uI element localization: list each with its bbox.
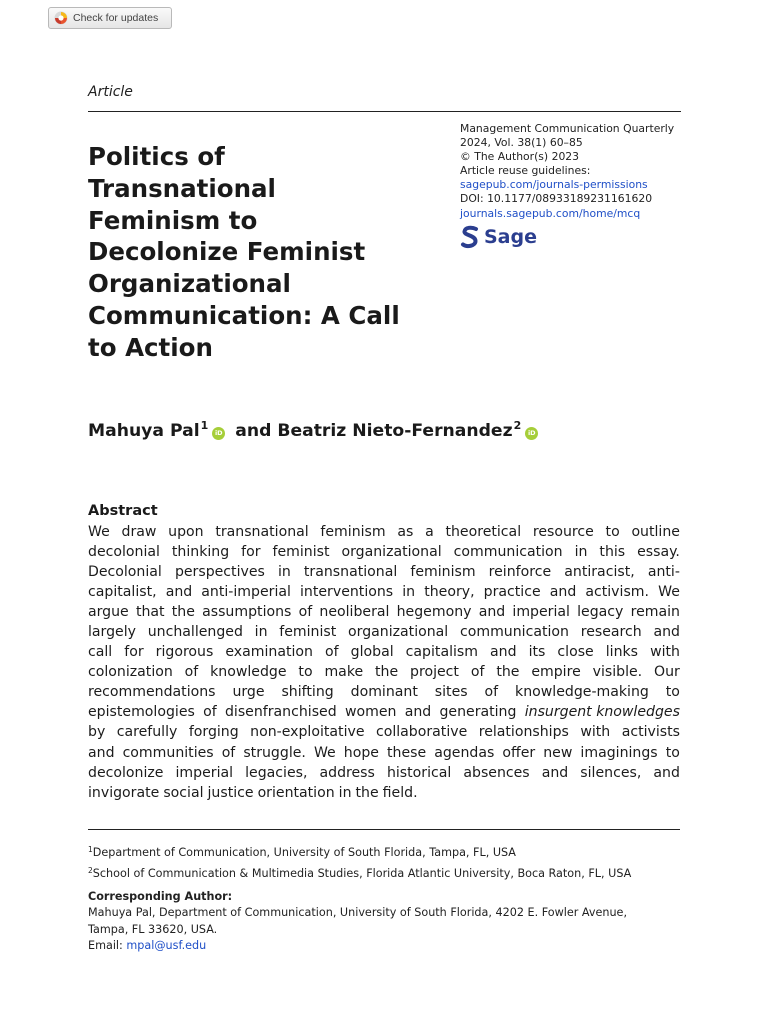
abstract-word: social: [163, 784, 204, 801]
abstract-word: links: [605, 644, 639, 661]
abstract-word: to: [665, 744, 680, 761]
abstract-word: draw: [121, 524, 157, 540]
abstract-word: that: [135, 604, 165, 621]
abstract-word: close: [557, 644, 594, 661]
abstract-word: new: [543, 744, 573, 761]
abstract-word: the: [171, 604, 195, 621]
affiliation-ref: 1: [200, 419, 209, 432]
abstract-word: Our: [654, 664, 680, 681]
abstract-word: of: [470, 664, 485, 681]
abstract-line: [88, 602, 680, 622]
email-label: Email:: [88, 938, 123, 952]
abstract-word: transnational: [303, 564, 398, 581]
abstract-word: capitalist,: [88, 584, 157, 601]
abstract-word: argue: [88, 604, 129, 621]
abstract-word: communities: [122, 744, 214, 761]
abstract-word: agendas: [434, 744, 495, 761]
abstract-word: We: [658, 584, 680, 601]
affiliation-number: 2: [88, 865, 93, 875]
abstract-word: Decolonial: [88, 564, 162, 581]
abstract-word: colonization: [88, 664, 173, 681]
abstract-word: anti-: [647, 564, 680, 581]
title-line: Transnational: [88, 173, 276, 203]
abstract-word: the: [375, 664, 399, 681]
abstract-word: theory,: [424, 584, 475, 601]
author-line: [88, 419, 542, 441]
abstract-word: its: [528, 644, 546, 661]
abstract-word: sites: [434, 684, 468, 701]
abstract-word: make: [324, 664, 364, 681]
abstract-word: to: [298, 664, 313, 681]
abstract-word: orientation: [257, 784, 335, 801]
affiliation-text: Department of Communication, University of South Florida, Tampa, FL, USA: [92, 846, 516, 859]
abstract-line: [88, 682, 680, 702]
sage-logo: [460, 225, 690, 249]
abstract-word: imperial: [175, 764, 234, 781]
abstract-word: examination: [225, 644, 313, 661]
email-link[interactable]: mpal@usf.edu: [126, 938, 207, 952]
abstract-word: offer: [502, 744, 536, 761]
abstract-word: struggle.: [243, 744, 306, 761]
journal-name: Management Communication Quarterly: [460, 122, 675, 135]
abstract-word: in: [574, 544, 588, 561]
abstract-word: visible.: [592, 664, 643, 681]
abstract-word: the: [496, 664, 520, 681]
abstract-word: and: [541, 764, 569, 781]
abstract-word: organizational: [348, 624, 449, 641]
abstract-word: for: [124, 644, 144, 661]
abstract-word: unchallenged: [147, 624, 243, 641]
abstract-word: in: [254, 624, 268, 641]
abstract-word: legacies,: [245, 764, 308, 781]
abstract-word: thinking: [171, 544, 230, 561]
abstract-word: project: [410, 664, 459, 681]
abstract-word: as: [397, 524, 414, 540]
abstract-line: [88, 743, 680, 763]
abstract-word: to: [665, 684, 680, 701]
abstract-word: feminist: [279, 624, 337, 641]
affiliation-ref: 2: [513, 419, 522, 432]
abstract-word: perspectives: [174, 564, 265, 581]
author-name: Mahuya Pal: [88, 421, 200, 441]
abstract-word: recommendations: [88, 684, 216, 701]
abstract-word: women: [344, 704, 397, 721]
abstract-word: transnational: [215, 524, 309, 540]
abstract-word: hegemony: [396, 604, 472, 621]
title-line: Organizational: [88, 269, 291, 299]
corresponding-heading: Corresponding Author:: [88, 890, 233, 903]
abstract-line: [88, 542, 680, 562]
abstract-word: and: [478, 604, 506, 621]
abstract-word: feminism: [410, 564, 476, 581]
abstract-word: with: [650, 644, 680, 661]
abstract-body: [88, 522, 680, 803]
abstract-word: forging: [188, 724, 239, 741]
abstract-word: urge: [232, 684, 265, 701]
abstract-word: rigorous: [155, 644, 214, 661]
abstract-word: We: [88, 524, 110, 540]
abstract-word: epistemologies: [88, 704, 195, 721]
abstract-line: [88, 722, 680, 742]
reuse-label: Article reuse guidelines:: [460, 164, 591, 178]
abstract-word: of: [203, 704, 217, 721]
abstract-word: communication: [453, 544, 563, 561]
abstract-heading: Abstract: [88, 503, 158, 519]
abstract-emphasis: insurgent knowledges: [524, 704, 680, 721]
abstract-word: decolonial: [88, 544, 160, 561]
abstract-word: feminist: [272, 544, 330, 561]
abstract-word: of: [221, 744, 236, 761]
abstract-word: silences,: [580, 764, 642, 781]
corresponding-address: Tampa, FL 33620, USA.: [88, 922, 218, 936]
abstract-word: the: [355, 784, 379, 801]
abstract-line: [88, 642, 680, 662]
abstract-word: with: [580, 724, 611, 741]
author-connector: and: [235, 421, 272, 441]
abstract-line: [88, 783, 680, 803]
author-name: Beatriz Nieto-Fernandez: [277, 421, 513, 441]
abstract-word: in: [277, 564, 291, 581]
title-line: Communication: A Call: [88, 300, 400, 330]
journal-home-link[interactable]: journals.sagepub.com/home/mcq: [460, 206, 641, 220]
abstract-word: decolonize: [88, 764, 164, 781]
abstract-word: activists: [621, 724, 680, 741]
abstract-word: of: [184, 664, 199, 681]
title-line: Decolonize Feminist: [88, 237, 366, 267]
abstract-word: relationships: [478, 724, 569, 741]
abstract-word: justice: [207, 784, 254, 801]
affiliation: [88, 862, 688, 883]
abstract-word: knowledge-making: [515, 684, 649, 701]
abstract-word: imperial: [512, 604, 570, 621]
journal-metadata: [460, 122, 690, 249]
orcid-icon[interactable]: iD: [212, 427, 225, 440]
corresponding-address: Mahuya Pal, Department of Communication, University of South Florida, 4202 E. Fowler Avenue,: [88, 906, 627, 920]
abstract-word: historical: [386, 764, 452, 781]
affiliation: [88, 841, 688, 862]
abstract-line: [88, 662, 680, 682]
check-for-updates-label: Check for updates: [73, 12, 159, 24]
abstract-line: [88, 522, 680, 542]
footnote-rule: [88, 829, 680, 830]
abstract-word: call: [88, 644, 113, 661]
check-for-updates-icon: [54, 11, 68, 25]
abstract-word: outline: [631, 524, 680, 540]
abstract-word: communication: [459, 624, 569, 641]
abstract-word: address: [319, 764, 375, 781]
abstract-word: of: [484, 684, 499, 701]
abstract-line: [88, 763, 680, 783]
abstract-word: of: [298, 604, 313, 621]
abstract-word: and: [490, 644, 517, 661]
abstract-word: anti-imperial: [201, 584, 291, 601]
abstract-word: and: [165, 584, 193, 601]
abstract-word: this: [599, 544, 626, 561]
article-type: Article: [88, 84, 133, 100]
abstract-word: carefully: [116, 724, 178, 741]
abstract-word: imaginings: [580, 744, 658, 761]
abstract-word: hope: [343, 744, 379, 761]
header-rule: [88, 111, 681, 112]
abstract-word: activism.: [585, 584, 649, 601]
abstract-word: research: [580, 624, 642, 641]
abstract-word: and: [404, 704, 432, 721]
abstract-word: in: [402, 584, 416, 601]
abstract-word: of: [325, 644, 339, 661]
affiliation-number: 1: [88, 845, 93, 854]
permissions-link[interactable]: sagepub.com/journals-permissions: [460, 178, 648, 192]
abstract-word: assumptions: [202, 604, 292, 621]
title-line: Politics of: [88, 142, 225, 171]
abstract-word: antiracist,: [564, 564, 635, 581]
article-title: [88, 141, 443, 364]
sage-s-icon: [460, 225, 480, 249]
abstract-word: remain: [630, 604, 680, 621]
abstract-word: resource: [532, 524, 594, 540]
abstract-word: organizational: [341, 544, 442, 561]
abstract-word: largely: [88, 624, 136, 641]
abstract-word: by: [88, 724, 106, 741]
abstract-word: knowledge: [210, 664, 287, 681]
abstract-word: field.: [382, 784, 418, 801]
orcid-icon[interactable]: iD: [525, 427, 538, 440]
abstract-line: [88, 622, 680, 642]
abstract-word: capitalism: [405, 644, 478, 661]
abstract-word: empire: [531, 664, 581, 681]
copyright: © The Author(s) 2023: [460, 150, 580, 164]
abstract-word: practice: [483, 584, 541, 601]
abstract-word: and: [653, 764, 680, 781]
abstract-word: a: [425, 524, 434, 540]
abstract-line: [88, 562, 680, 582]
abstract-word: dominant: [350, 684, 418, 701]
abstract-word: disenfranchised: [224, 704, 337, 721]
abstract-word: reinforce: [488, 564, 552, 581]
abstract-word: non-exploitative: [250, 724, 365, 741]
abstract-word: essay.: [637, 544, 680, 561]
check-for-updates-button[interactable]: [48, 7, 172, 29]
abstract-word: to: [605, 524, 620, 540]
journal-volume: 2024, Vol. 38(1) 60–85: [460, 136, 583, 150]
abstract-line: [88, 702, 680, 722]
abstract-word: theoretical: [445, 524, 522, 540]
title-line: Feminism to: [88, 205, 258, 235]
abstract-word: for: [241, 544, 261, 561]
abstract-word: global: [350, 644, 394, 661]
abstract-line: [88, 582, 680, 602]
abstract-word: feminism: [320, 524, 386, 540]
affiliations: [88, 841, 688, 882]
abstract-word: upon: [168, 524, 204, 540]
abstract-word: shifting: [281, 684, 334, 701]
doi: DOI: 10.1177/08933189231161620: [460, 192, 653, 206]
abstract-word: in: [338, 784, 352, 801]
abstract-word: these: [387, 744, 427, 761]
abstract-word: legacy: [577, 604, 624, 621]
abstract-word: invigorate: [88, 784, 160, 801]
abstract-word: We: [313, 744, 336, 761]
publisher-name: Sage: [484, 225, 537, 248]
abstract-word: absences: [463, 764, 530, 781]
abstract-word: collaborative: [375, 724, 468, 741]
abstract-word: neoliberal: [319, 604, 390, 621]
abstract-word: and: [88, 744, 115, 761]
abstract-word: and: [549, 584, 577, 601]
title-line: to Action: [88, 332, 213, 362]
abstract-word: generating: [439, 704, 517, 721]
abstract-word: and: [653, 624, 680, 641]
abstract-word: interventions: [300, 584, 394, 601]
corresponding-author: [88, 889, 688, 954]
affiliation-text: School of Communication & Multimedia Studies, Florida Atlantic University, Boca Raton, FL, USA: [92, 866, 632, 880]
